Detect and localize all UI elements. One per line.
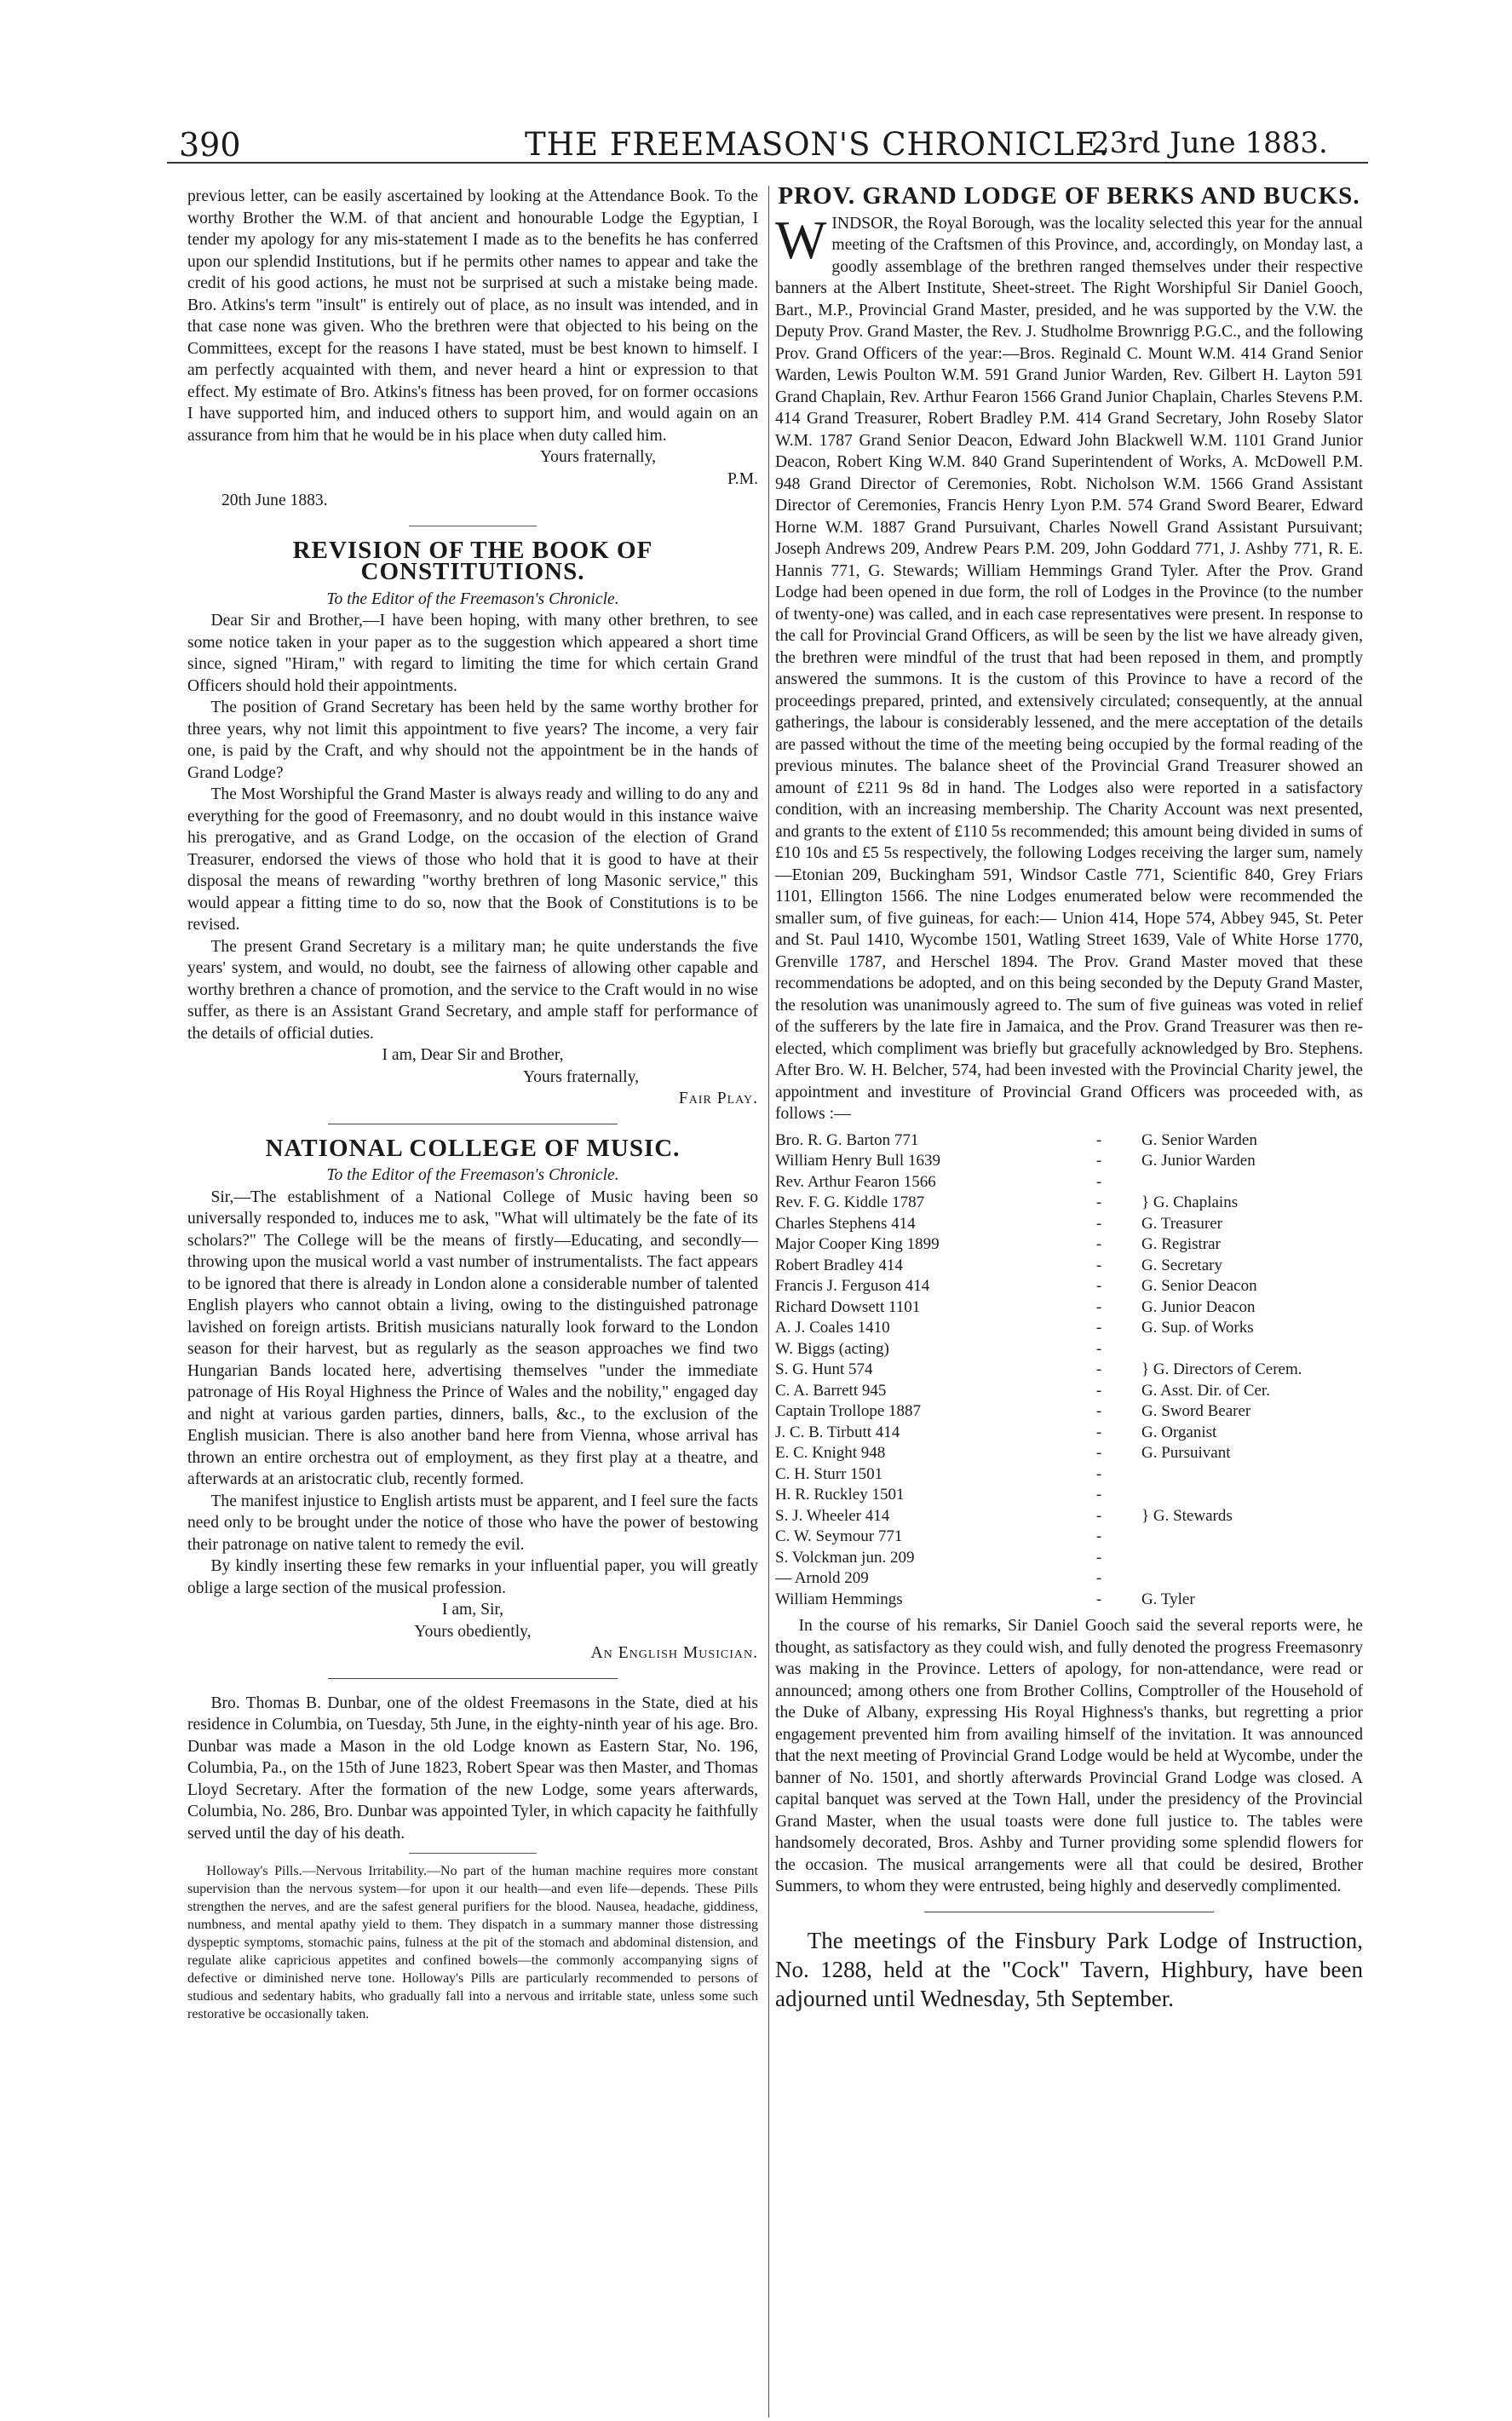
column-divider [768, 186, 769, 2418]
officer-row [775, 1590, 1363, 1611]
officer-row [775, 1151, 1363, 1172]
header-rule [167, 162, 1368, 164]
officers-list [775, 1130, 1363, 1611]
officer-office [1141, 1527, 1363, 1548]
letter-continuation: previous letter, can be easily ascertained by looking at the Attendance Book. To the worthy Brother the W.M. of that ancient and honourable Lodge the Egyptian, I tender my apology for any mis-statement I made as to the benefits he has conferred upon our splendid Institutions, but if he permits other names to appear and take the credit of his good actions, he must not be surprised at such a mistake being made. Bro. Atkins's term "insult" is entirely out of place, as no insult was intended, and in that case none was given. Who the brethren were that objected to his being on the Committees, except for the reasons I have stated, must be best known to himself. I am perfectly acquainted with them, and never heard a hint or expression to that effect. My estimate of Bro. Atkins's fitness has been proved, for on former occasions I have supported him, and induced others to support him, and would again on an assurance from him that he would be in his place when duty called him. [187, 187, 758, 445]
officer-name: C. W. Seymour 771 [775, 1527, 903, 1545]
leader-dots: - [1095, 1423, 1102, 1441]
officer-office: G. Sup. of Works [1141, 1319, 1254, 1337]
leader-dots: - [1095, 1152, 1102, 1170]
officer-office: } G. Stewards [1141, 1506, 1233, 1525]
revision-closing: I am, Dear Sir and Brother, [382, 1046, 564, 1064]
music-addressee: To the Editor of the Freemason's Chronicle. [326, 1166, 619, 1184]
officer-name: Francis J. Ferguson 414 [775, 1277, 930, 1295]
issue-date: 23rd June 1883. [1091, 126, 1328, 160]
leader-dots: - [1095, 1590, 1102, 1608]
officer-row [775, 1506, 1363, 1527]
officer-name: Rev. F. G. Kiddle 1787 [775, 1193, 925, 1211]
officer-office [1141, 1339, 1363, 1360]
leader-dots: - [1095, 1130, 1102, 1149]
revision-paragraph: The Most Worshipful the Grand Master is always ready and willing to do any and everything for the good of Freemasonry, and no doubt would in this instance waive his prerogative, and as Grand Lodge, on the occasion of the election of Grand Treasurer, endorsed the views of those who hold that it is good to have at their disposal the means of rewarding "worthy brethren of long Masonic service," this would appear a fitting time to do so, now that the Book of Constitutions is to be revised. [187, 785, 758, 934]
officer-row [775, 1568, 1363, 1590]
leader-dots: - [1095, 1277, 1102, 1295]
officer-office [1141, 1172, 1363, 1193]
music-title: NATIONAL COLLEGE OF MUSIC. [265, 1134, 681, 1162]
berks-bucks-paragraph [775, 209, 1364, 1125]
officer-office [1141, 1548, 1363, 1569]
letter-date: 20th June 1883. [221, 492, 328, 509]
officer-row [775, 1548, 1363, 1569]
berks-bucks-paragraph: In the course of his remarks, Sir Daniel Gooch said the several reports were, he thought, as satisfactory as they could wish, and fully denoted the progress Freemasonry was making in the Province. Letters of apology, for non-attendance, were read or announced; among others one from Brother Collins, Comptroller of the Household of the Duke of Albany, expressing His Royal Highness's thanks, but regretting a prior engagement prevented him from availing himself of the invitation. It was announced that the next meeting of Provincial Grand Lodge would be held at Wycombe, under the banner of No. 1501, and shortly afterwards Provincial Grand Lodge was closed. A capital banquet was served at the Town Hall, under the presidency of the Provincial Grand Master, when the usual toasts were done full justice to. The tables were handsomely decorated, Bros. Ashby and Turner providing some splendid flowers for the occasion. The musical arrangements were all that could be desired, Brother Summers, to whom they were entrusted, being highly and deservedly complimented. [775, 1617, 1363, 1895]
masthead-title: THE FREEMASON'S CHRONICLE. [525, 126, 1110, 163]
berks-bucks-text: INDSOR, the Royal Borough, was the locality selected this year for the annual meeting of the Craftsmen of this Province, and, accordingly, on Monday last, a goodly assemblage of the brethren ranged themselves under their respective banners at the Albert Institute, Sheet-street. The Right Worshipful Sir Daniel Gooch, Bart., M.P., Provincial Grand Master, presided, and he was supported by the V.W. the Deputy Prov. Grand Master, the Rev. J. Studholme Brownrigg P.G.C., and the following Prov. Grand Officers of the year:—Bros. Reginald C. Mount W.M. 414 Grand Senior Warden, Lewis Poulton W.M. 591 Grand Junior Warden, Rev. Gilbert H. Layton 591 Grand Chaplain, Rev. Arthur Fearon 1566 Grand Junior Chaplain, Charles Stevens P.M. 414 Grand Treasurer, Robert Bradley P.M. 414 Grand Secretary, John Roseby Slator W.M. 1787 Grand Senior Deacon, Edward John Blackwell W.M. 1101 Grand Junior Deacon, Robert King W.M. 840 Grand Superintendent of Works, A. McDowell P.M. 948 Grand Director of Ceremonies, Robt. Nicholson W.M. 1566 Grand Assistant Director of Ceremonies, Francis Henry Lyon P.M. 574 Grand Sword Bearer, Edward Horne W.M. 1887 Grand Pursuivant, Charles Nowell Grand Assistant Pursuivant; Joseph Andrews 209, Andrew Pears P.M. 209, John Goddard 771, J. Ashby 771, R. E. Hannis 771, G. Stewards; William Hemmings Grand Tyler. After the Prov. Grand Lodge had been opened in due form, the roll of Lodges in the Province (to the number of twenty-one) was called, and in each case representatives were present. In response to the call for Provincial Grand Officers, as will be seen by the list we have already given, the brethren were mindful of the trust that had been reposed in them, and promptly answered the summons. It is the custom of this Province to have a record of the proceedings prepared, printed, and extensively circulated; consequently, at the annual gatherings, the labour is considerably lessened, and the mere acceptation of the details are passed without the time of the meeting being occupied by the formal reading of the previous minutes. The balance sheet of the Provincial Grand Treasurer showed an amount of £211 9s 8d in hand. The Lodges also were reported in a satisfactory condition, with an increasing membership. The Charity Account was next presented, and grants to the extent of £110 5s recommended; this amount being divided in sums of £10 10s and £5 5s respectively, the following Lodges receiving the larger sum, namely—Etonian 209, Buckingham 591, Windsor Castle 771, Scientific 840, Grey Friars 1101, Ellington 1566. The nine Lodges enumerated below were recommended the smaller sum, of five guineas, for each:— Union 414, Hope 574, Abbey 945, St. Peter and St. Paul 1410, Wycombe 1501, Watling Street 1639, Vale of White Horse 1770, Grenville 1787, and Herschel 1894. The Prov. Grand Master moved that these recommendations be adopted, and on this being seconded by the Deputy Grand Master, the resolution was unanimously agreed to. The sum of five guineas was voted in relief of the sufferers by the late fire in Jamaica, and the Prov. Grand Treasurer was then re-elected, which compliment was briefly but gracefully acknowledged by Bro. Stephens. After Bro. W. H. Belcher, 574, had been invested with the Provincial Charity jewel, the appointment and investiture of Provincial Grand Officers was proceeded with, as follows :— [775, 214, 1364, 1123]
leader-dots: - [1095, 1172, 1102, 1191]
officer-office: G. Secretary [1141, 1256, 1222, 1274]
officer-office: G. Sword Bearer [1141, 1402, 1251, 1420]
revision-addressee: To the Editor of the Freemason's Chronicle. [326, 589, 619, 608]
leader-dots: - [1095, 1569, 1102, 1587]
officer-row [775, 1381, 1363, 1402]
leader-dots: - [1095, 1381, 1102, 1400]
revision-title: REVISION OF THE BOOK OF CONSTITUTIONS. [292, 536, 653, 585]
officer-row [775, 1401, 1363, 1423]
leader-dots: - [1095, 1256, 1102, 1274]
officer-name: Bro. R. G. Barton 771 [775, 1130, 919, 1149]
officer-office: } G. Directors of Cerem. [1141, 1360, 1302, 1378]
music-paragraph: Sir,—The establishment of a National College of Music having been so universally responded to, induces me to ask, "What will ultimately be the fate of its scholars?" The College will be the means of firstly—Educating, and secondly—throwing upon the musical world a vast number of instrumentalists. The fact appears to be ignored that there is already in London alone a considerable number of talented English players who cannot obtain a living, owing to the distinguished patronage lavished on foreign artists. British musicians naturally look forward to the London season for their harvest, but as regularly as the season approaches we find two Hungarian Bands located here, advertising themselves "under the immediate patronage of His Royal Highness the Prince of Wales and the nobility," engaged day and night at various garden parties, dinners, balls, &c., to the exclusion of the English musician. There is also another band here from Vienna, whose arrival has thrown an entire orchestra out of employment, as they first play at a theatre, and afterwards at an aristocratic club, recently formed. [187, 1187, 758, 1488]
holloway-advert: Holloway's Pills.—Nervous Irritability.—No part of the human machine requires more constant supervision than the nervous system—for upon it our health—and even life—depends. These Pills strengthen the nerves, and are the safest general purifiers for the blood. Nausea, headache, giddiness, numbness, and mental apathy yield to them. They dispatch in a summary manner those distressing dyspeptic symptoms, stomachic pains, fulness at the pit of the stomach and abdominal distension, and regulate alike capricious appetites and confined bowels—the commonly accompanying signs of defective or diminished nerve tone. Holloway's Pills are particularly recommended to persons of studious and sedentary habits, who gradually fall into a nervous and irritable state, unless some such restorative be occasionally taken. [187, 1864, 758, 2021]
officer-name: Major Cooper King 1899 [775, 1235, 940, 1253]
letter-signature: P.M. [727, 469, 758, 488]
officer-row [775, 1360, 1363, 1381]
leader-dots: - [1095, 1402, 1102, 1420]
music-closing: Yours obediently, [414, 1622, 532, 1641]
officer-name: W. Biggs (acting) [775, 1339, 889, 1358]
leader-dots: - [1095, 1214, 1102, 1233]
revision-signature: Fair Play. [678, 1090, 758, 1107]
officer-row [775, 1527, 1363, 1548]
officer-name: Charles Stephens 414 [775, 1214, 916, 1233]
leader-dots: - [1095, 1548, 1102, 1567]
page-header [167, 126, 1360, 177]
leader-dots: - [1095, 1486, 1102, 1504]
leader-dots: - [1095, 1319, 1102, 1337]
leader-dots: - [1095, 1506, 1102, 1525]
officer-office: G. Senior Deacon [1141, 1277, 1257, 1295]
officer-office [1141, 1485, 1363, 1506]
separator [328, 1678, 618, 1679]
officer-office: G. Registrar [1141, 1235, 1221, 1253]
officer-office [1141, 1464, 1363, 1486]
officer-row [775, 1464, 1363, 1486]
officer-name: C. A. Barrett 945 [775, 1381, 887, 1400]
leader-dots: - [1095, 1297, 1102, 1316]
letter-closing: Yours fraternally, [539, 448, 656, 466]
officer-row [775, 1297, 1363, 1319]
leader-dots: - [1095, 1444, 1102, 1462]
officer-name: S. G. Hunt 574 [775, 1360, 873, 1378]
dunbar-obituary: Bro. Thomas B. Dunbar, one of the oldest Freemasons in the State, died at his residence in Columbia, on Tuesday, 5th June, in the eighty-ninth year of his age. Bro. Dunbar was made a Mason in the old Lodge known as Eastern Star, No. 196, Columbia, Pa., on the 15th of June 1823, Robert Spear was then Master, and Thomas Lloyd Secretary. After the formation of the new Lodge, some years afterwards, Columbia, No. 286, Bro. Dunbar was appointed Tyler, in which capacity he faithfully served until the day of his death. [187, 1694, 758, 1843]
officer-office: G. Junior Deacon [1141, 1297, 1256, 1316]
leader-dots: - [1095, 1193, 1102, 1211]
officer-office: G. Pursuivant [1141, 1444, 1231, 1462]
officer-name: Rev. Arthur Fearon 1566 [775, 1172, 936, 1191]
officer-row [775, 1443, 1363, 1464]
officer-row [775, 1276, 1363, 1297]
music-signature: An English Musician. [590, 1644, 758, 1662]
drop-cap: W [775, 209, 827, 270]
officer-name: William Hemmings [775, 1590, 903, 1608]
officer-name: Captain Trollope 1887 [775, 1402, 922, 1420]
officer-name: William Henry Bull 1639 [775, 1152, 940, 1170]
music-paragraph: The manifest injustice to English artists must be apparent, and I feel sure the facts need only to be brought under the notice of those who have the power of bestowing their patronage on native talent to remedy the evil. [187, 1492, 758, 1554]
officer-name: J. C. B. Tirbutt 414 [775, 1423, 900, 1441]
leader-dots: - [1095, 1527, 1102, 1545]
officer-office: G. Senior Warden [1141, 1130, 1257, 1149]
music-paragraph: By kindly inserting these few remarks in your influential paper, you will greatly oblige a large section of the musical profession. [187, 1557, 758, 1597]
officer-row [775, 1193, 1363, 1214]
revision-paragraph: The position of Grand Secretary has been held by the same worthy brother for three years, why not limit this appointment to five years? The income, a very fair one, is paid by the Craft, and why should not the appointment be in the hands of Grand Lodge? [187, 699, 758, 782]
revision-closing: Yours fraternally, [522, 1067, 639, 1086]
officer-row [775, 1172, 1363, 1193]
leader-dots: - [1095, 1235, 1102, 1253]
right-column [775, 182, 1364, 2013]
officer-name: — Arnold 209 [775, 1569, 869, 1587]
berks-bucks-title: PROV. GRAND LODGE OF BERKS AND BUCKS. [778, 182, 1360, 210]
officer-row [775, 1423, 1363, 1444]
leader-dots: - [1095, 1339, 1102, 1358]
officer-office: G. Asst. Dir. of Cer. [1141, 1381, 1270, 1400]
music-closing: I am, Sir, [441, 1601, 504, 1619]
officer-row [775, 1256, 1363, 1277]
leader-dots: - [1095, 1360, 1102, 1378]
officer-row [775, 1234, 1363, 1256]
officer-name: Robert Bradley 414 [775, 1256, 903, 1274]
officer-name: E. C. Knight 948 [775, 1444, 886, 1462]
officer-row [775, 1339, 1363, 1360]
officer-name: S. Volckman jun. 209 [775, 1548, 915, 1567]
officer-office: } G. Chaplains [1141, 1193, 1239, 1211]
officer-row [775, 1318, 1363, 1339]
finsbury-notice: The meetings of the Finsbury Park Lodge of Instruction, No. 1288, held at the "Cock" Tavern, Highbury, have been adjourned until Wednesday, 5th September. [775, 1927, 1363, 2011]
officer-office: G. Organist [1141, 1423, 1217, 1441]
officer-name: H. R. Ruckley 1501 [775, 1486, 905, 1504]
officer-office: G. Junior Warden [1141, 1152, 1256, 1170]
officer-office [1141, 1568, 1363, 1590]
officer-office: G. Tyler [1141, 1590, 1195, 1608]
officer-row [775, 1214, 1363, 1235]
officer-name: S. J. Wheeler 414 [775, 1506, 890, 1525]
separator [409, 1853, 537, 1854]
revision-paragraph: The present Grand Secretary is a military man; he quite understands the five years' system, and would, no doubt, see the fairness of allowing other capable and worthy brethren a chance of promotion, and the service to the Craft would in no wise suffer, as there is an Assistant Grand Secretary, and ample staff for performance of the details of official duties. [187, 937, 758, 1043]
officer-office: G. Treasurer [1141, 1214, 1222, 1233]
leader-dots: - [1095, 1464, 1102, 1483]
revision-paragraph: Dear Sir and Brother,—I have been hoping, with many other brethren, to see some notice taken in your paper as to the suggestion which appeared a short time since, signed "Hiram," with regard to limiting the time for which certain Grand Officers should hold their appointments. [187, 612, 758, 695]
page-number: 390 [179, 126, 241, 164]
officer-row [775, 1485, 1363, 1506]
officer-row [775, 1130, 1363, 1152]
officer-name: Richard Dowsett 1101 [775, 1297, 921, 1316]
left-column [187, 186, 758, 2023]
officer-name: C. H. Sturr 1501 [775, 1464, 883, 1483]
officer-name: A. J. Coales 1410 [775, 1319, 890, 1337]
